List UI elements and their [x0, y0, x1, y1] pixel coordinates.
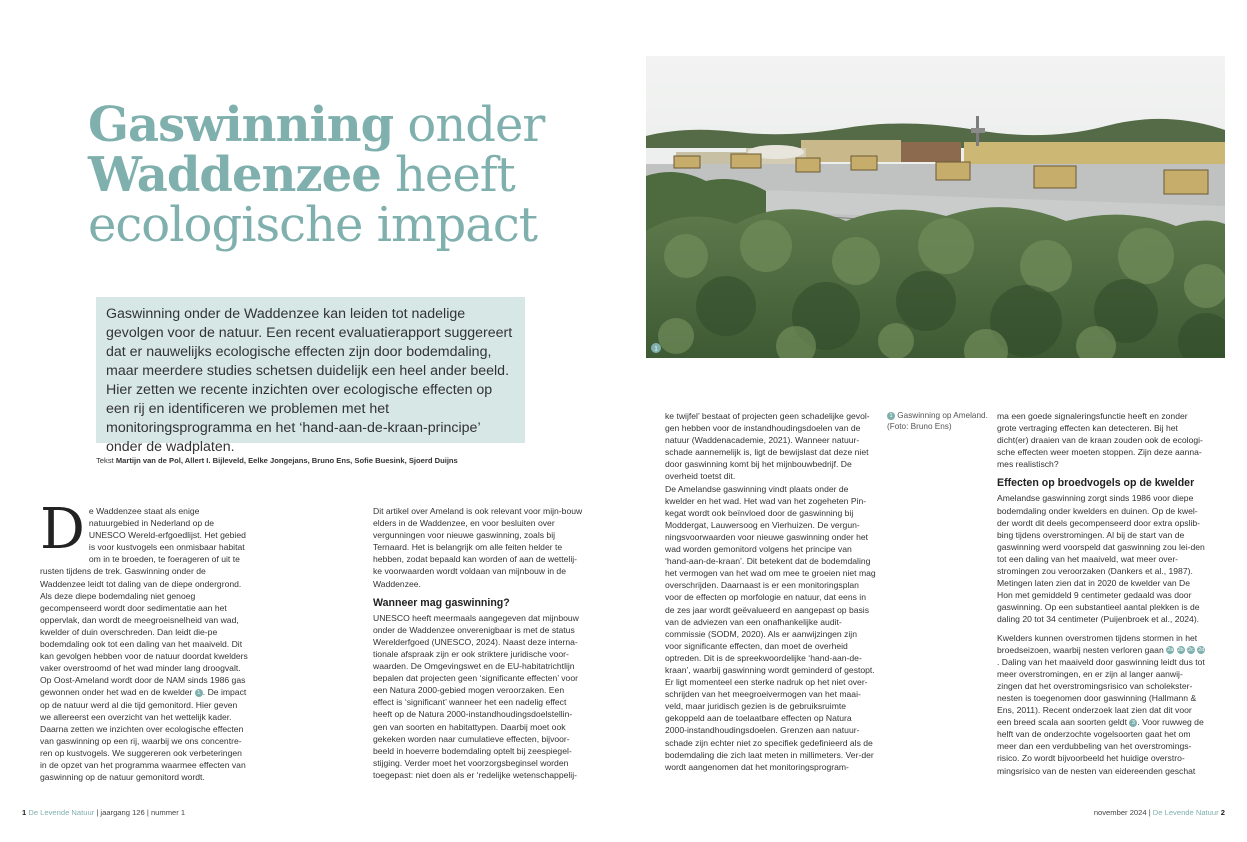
article-photo	[646, 56, 1225, 358]
col1-p2-text-a: Op Oost-Ameland wordt door de NAM sinds 1986 gas gewonnen onder het wad en de kwelder	[40, 675, 246, 698]
ref-badge-2c: 2c	[1188, 647, 1194, 654]
col1-p1-text: e Waddenzee staat als enige natuurgebied in Nederland op de UNESCO Wereld-erfgoedlijst. Het gebied is voor kustvogels een onmisbaar habitat om in te broeden, te foerageren of uit te rusten tijdens de trek. Gaswinning onder de Waddenzee leidt tot daling van de diepe ondergrond. Als deze diepe bodemdaling niet genoeg gecompenseerd wordt door sedimentatie aan het oppervlak, dan wordt de meegroeisnelheid van wad, kwelder of duin overschreden. Dan leidt die-pe bodemdaling ook tot een daling van het maaiveld. Dit kan gevolgen hebben voor de natuur doordat kwelders vaker overstroomd of het wad minder lang droogvalt.	[40, 506, 248, 674]
caption-ref-badge: 1	[887, 412, 895, 420]
ref-badge-1: 1	[195, 689, 203, 697]
gas-installation-photo	[646, 56, 1225, 358]
col3-paragraph-2: De Amelandse gaswinning vindt plaats onder de kwelder en het wad. Het wad van het zogeheten Pin-kegat wordt ook beïnvloed door de gaswinning bij Moddergat, Lauwersoog en Vierhuizen. De vergun-ningsvoorwaarden voor nieuwe gaswinning onder het wad worden gemonitord volgens het principe van ‘hand-aan-de-kraan’. Dit betekent dat de bodemdaling het vermogen van het wad om mee te groeien niet mag overschrijden. Daarnaast is er een monitoringsplan voor de effecten op morfologie en natuur, dat eens in de zes jaar wordt geëvalueerd en aangepast op basis van de adviezen van een onafhankelijke audit-commissie (SODM, 2020). Als er aanwijzingen zijn voor significante effecten, dan moet de overheid optreden. Dit is de spreekwoordelijke ‘hand-aan-de-kraan’, waarbij gaswinning wordt geminderd of gestopt.	[665, 483, 876, 675]
photo-marker: 1	[654, 346, 658, 353]
text-column-4	[997, 410, 1207, 777]
col4-p3-text-b: . Daling van het maaiveld door gaswinning leidt dus tot meer overstromingen, en er zijn al langer aanwij-zingen dat het overstromingsrisico van scholekster-nesten is toegenomen door gaswinning (Hallmann & Ens, 2011). Recent onderzoek laat zien dat dit voor een breed scala aan soorten geldt	[997, 656, 1205, 728]
author-names: Martijn van de Pol, Allert I. Bijleveld, Eelke Jongejans, Bruno Ens, Sofie Buesink, Sjoerd Duijns	[115, 456, 458, 465]
col1-paragraph-1	[40, 497, 249, 674]
article-title	[88, 97, 608, 253]
photo-caption	[887, 410, 997, 432]
footer-info-right: november 2024 |	[1093, 808, 1153, 817]
col2-paragraph-1: Dit artikel over Ameland is ook relevant voor mijn-bouw elders in de Waddenzee, en voor besluiten over vergunningen voor nieuwe gaswinning, zoals bij Ternaard. Het is belangrijk om alle feiten helder te hebben, zodat bepaald kan worden of aan de wettelij-ke voorwaarden wordt voldaan van mijnbouw in de Waddenzee.	[373, 506, 583, 589]
dropcap: D	[40, 497, 85, 562]
footer-brand-left: De Levende Natuur	[28, 808, 95, 817]
section-heading-gaswinning: Wanneer mag gaswinning?	[373, 596, 510, 609]
col4-p3-text-c: . Voor ruwweg de helft van de onderzochte vogelsoorten gaat het om meer dan een verdubbeling van het overstromings-risico. Zo wordt bijvoorbeeld het huidige overstro-mingsrisico van de nesten van eidereenden geschat	[997, 717, 1204, 776]
footer-left	[22, 808, 185, 817]
col3-paragraph-3: Er ligt momenteel een sterke nadruk op het niet over-schrijden van het meegroeivermogen van het maai-veld, maar juridisch gezien is de gebruiksruimte gekoppeld aan de toelaatbare effecten op Natura 2000-instandhoudingsdoelen. Grenzen aan natuur-schade zijn echter niet zo specifiek gedefinieerd als de bodemdaling die zich laat meten in millimeters. Ver-der wordt aangenomen dat het monitoringsprogram-	[665, 677, 874, 772]
text-column-1	[40, 497, 249, 783]
title-line2-bold: Waddenzee	[88, 147, 381, 203]
col2-paragraph-2: UNESCO heeft meermaals aangegeven dat mijnbouw onder de Waddenzee onverenigbaar is met de status Werelderfgoed (UNESCO, 2024). Naast deze interna-tionale afspraak zijn er ook striktere juridische voor-waarden. De Omgevingswet en de EU-habitatrichtlijn bepalen dat projecten geen ‘significante effecten’ voor een Natura 2000-gebied mogen veroorzaken. Een effect is ‘significant’ wanneer het een nadelig effect heeft op de Natura 2000-instandhoudingsdoelstellin-gen van soorten en habitattypen. Daarbij moet ook gekeken worden naar cumulatieve effecten, bijvoor-beeld in hoeverre bodemdaling optelt bij zeespiegel-stijging. Verder moet het voorzorgsbeginsel worden toegepast: niet doen als er ‘redelijke wetenschappelij-	[373, 612, 579, 780]
page-number-right: 2	[1220, 808, 1225, 817]
ref-badge-2b: 2b	[1177, 647, 1184, 654]
title-line3: ecologische impact	[88, 197, 537, 253]
footer-brand-right: De Levende Natuur	[1152, 808, 1219, 817]
col1-p2-text-b: . De impact op de natuur werd al die tijd gemonitord. Hier geven we allereerst een overzicht van het wettelijk kader. Daarna zetten we inzichten over ecologische effecten van gaswinning op een rij, waarbij we ons concentre-ren op kustvogels. We suggereren ook verbeteringen in de opzet van het programma waarmee effecten van gaswinning op de natuur gemonitord wordt.	[40, 687, 247, 783]
title-line2-rest: heeft	[380, 147, 515, 203]
ref-badge-3: 3	[1129, 719, 1137, 727]
col4-paragraph-2: Amelandse gaswinning zorgt sinds 1986 voor diepe bodemdaling onder kwelders en duinen. Op de kwel-der wordt dit deels gecompenseerd door extra opslib-bing tijdens overstromingen. Al bij de start van de gaswinning werd voorspeld dat gaswinning zou lei-den tot een daling van het maaiveld, wat meer over-stromingen zou veroorzaken (Dankers et al., 1987). Metingen laten zien dat in 2020 de kwelder van De Hon met gemiddeld 9 centimeter gedaald was door gaswinning. Op een substantieel aantal plekken is de daling 20 tot 34 centimeter (Puijenbroek et al., 2024).	[997, 493, 1205, 625]
intro-box: Gaswinning onder de Waddenzee kan leiden tot nadelige gevolgen voor de natuur. Een recent evaluatierapport suggereert dat er nauwelijks ecologische effecten zijn door bodemdaling, maar meerdere studies schetsen duidelijk een heel ander beeld. Hier zetten we recente inzichten over ecologische effecten op een rij en identificeren we problemen met het monitoringsprogramma en het ‘hand-aan-de-kraan-principe’ onder de wadplaten.	[96, 297, 525, 443]
text-column-3	[665, 410, 876, 773]
col4-paragraph-3	[997, 632, 1207, 777]
col4-paragraph-1: ma een goede signaleringsfunctie heeft en zonder grote vertraging effecten kan detecteren. Bij het dicht(er) draaien van de kraan zouden ook de ecologi-sche effecten weer moeten stoppen. Zijn deze aanna-mes realistisch?	[997, 411, 1203, 470]
title-line1-rest: onder	[393, 97, 545, 153]
col4-p3-text-a: Kwelders kunnen overstromen tijdens stormen in het broedseizoen, waarbij nesten verloren gaan	[997, 632, 1198, 655]
author-label: Tekst	[96, 456, 116, 465]
author-line	[96, 456, 458, 465]
page-number-left: 1	[22, 808, 27, 817]
caption-text: Gaswinning op Ameland. (Foto: Bruno Ens)	[887, 411, 988, 431]
footer-info-left: | jaargang 126 | nummer 1	[94, 808, 186, 817]
text-column-2	[373, 505, 584, 781]
ref-badge-2a: 2a	[1167, 647, 1174, 654]
title-line1-bold: Gaswinning	[88, 97, 394, 153]
col1-paragraph-2	[40, 674, 249, 783]
col3-paragraph-1: ke twijfel’ bestaat of projecten geen schadelijke gevol-gen hebben voor de instandhoudingsdoelen van de natuur (Waddenacademie, 2021). Wanneer natuur-schade aannemelijk is, ligt de bewijslast dat deze niet door gaswinning komt bij het mijnbouwbedrijf. De overheid toetst dit.	[665, 411, 870, 482]
footer-right	[1094, 808, 1225, 817]
ref-badge-2d: 2d	[1198, 647, 1205, 654]
section-heading-broedvogels: Effecten op broedvogels op de kwelder	[997, 477, 1195, 490]
